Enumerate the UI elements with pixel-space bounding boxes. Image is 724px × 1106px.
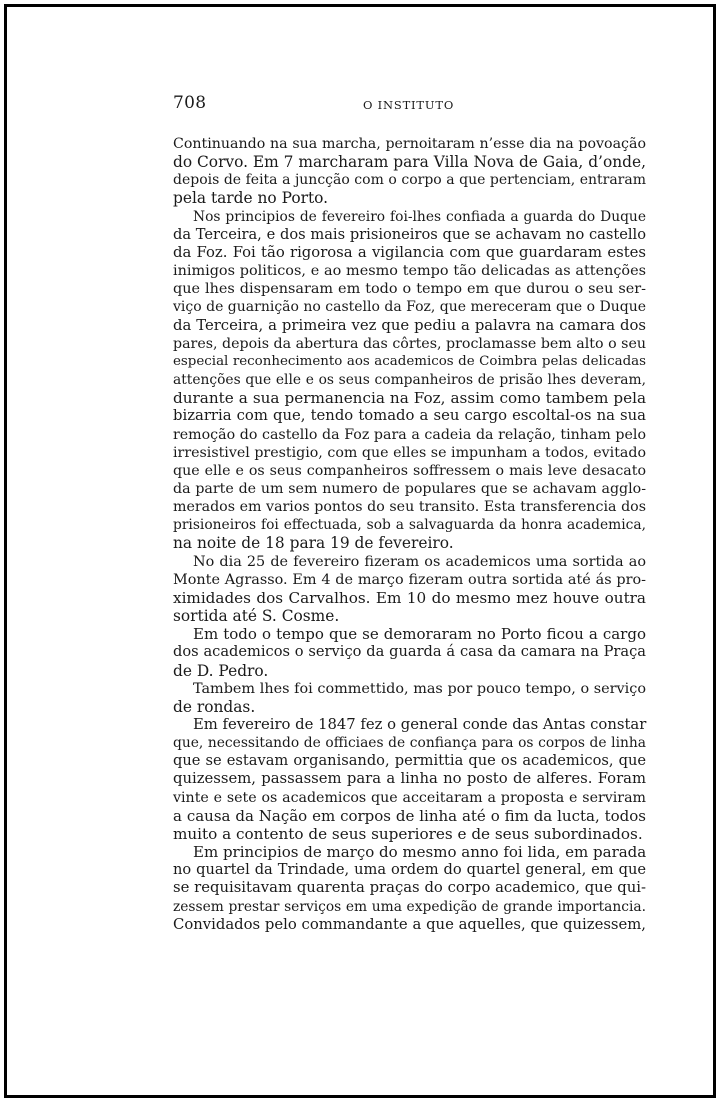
text-line: dos academicos o serviço da guarda á casa da camara na Praça bbox=[173, 643, 646, 661]
text-line: de rondas. bbox=[173, 697, 256, 716]
page-number: 708 bbox=[173, 93, 207, 113]
text-line: pela tarde no Porto. bbox=[173, 189, 329, 208]
text-line: de D. Pedro. bbox=[173, 661, 269, 680]
text-line: Monte Agrasso. Em 4 de março fizeram outra sortida até ás pro- bbox=[173, 571, 646, 588]
page-header bbox=[173, 93, 645, 117]
text-line: zessem prestar serviços em uma expedição de grande importancia. bbox=[173, 898, 646, 915]
text-line: sortida até S. Cosme. bbox=[173, 607, 340, 626]
running-title: O INSTITUTO bbox=[363, 98, 455, 112]
text-line: que elle e os seus companheiros soffressem o mais leve desacato bbox=[173, 462, 646, 479]
text-line: Em todo o tempo que se demoraram no Porto ficou a cargo bbox=[193, 625, 646, 644]
text-line: da parte de um sem numero de populares que se achavam agglo- bbox=[173, 480, 646, 497]
page-frame bbox=[4, 4, 716, 1098]
text-line: que, necessitando de officiaes de confiança para os corpos de linha bbox=[173, 735, 646, 752]
text-line: a causa da Nação em corpos de linha até o fim da lucta, todos bbox=[173, 806, 646, 825]
text-line: No dia 25 de fevereiro fizeram os academicos uma sortida ao bbox=[193, 553, 646, 570]
body-text bbox=[173, 135, 646, 934]
text-line: especial reconhecimento aos academicos de Coimbra pelas delicadas bbox=[173, 353, 646, 369]
text-line: que lhes dispensaram em todo o tempo em que durou o seu ser- bbox=[173, 281, 646, 298]
text-line: Continuando na sua marcha, pernoitaram n’esse dia na povoação bbox=[173, 136, 646, 152]
text-line: prisioneiros foi effectuada, sob a salvaguarda da honra academica, bbox=[173, 517, 646, 534]
text-line: Convidados pelo commandante a que aquelles, que quizessem, bbox=[173, 915, 646, 933]
text-line: depois de feita a juncção com o corpo a que pertenciam, entraram bbox=[173, 172, 646, 189]
text-line: pares, depois da abertura das côrtes, proclamasse bem alto o seu bbox=[173, 335, 646, 352]
text-line: da Terceira, e dos mais prisioneiros que se achavam no castello bbox=[173, 225, 646, 243]
text-line: attenções que elle e os seus companheiros de prisão lhes deveram, bbox=[173, 372, 646, 389]
text-line: da Foz. Foi tão rigorosa a vigilancia com que guardaram estes bbox=[173, 243, 646, 261]
text-line: bizarria com que, tendo tomado a seu cargo escoltal-os na sua bbox=[173, 407, 646, 425]
text-line: da Terceira, a primeira vez que pediu a palavra na camara dos bbox=[173, 316, 646, 334]
text-line: irresistivel prestigio, com que elles se impunham a todos, evitado bbox=[173, 444, 646, 461]
text-line: inimigos politicos, e ao mesmo tempo tão delicadas as attenções bbox=[173, 263, 646, 280]
text-line: do Corvo. Em 7 marcharam para Villa Nova de Gaia, d’onde, bbox=[173, 153, 646, 172]
text-line: viço de guarnição no castello da Foz, que mereceram que o Duque bbox=[173, 299, 647, 316]
text-line: que se estavam organisando, permittia que os academicos, que bbox=[173, 752, 646, 770]
text-line: ximidades dos Carvalhos. Em 10 do mesmo mez houve outra bbox=[173, 588, 646, 607]
text-line: Em principios de março do mesmo anno foi lida, em parada bbox=[193, 843, 647, 862]
text-line: Em fevereiro de 1847 fez o general conde das Antas constar bbox=[193, 716, 647, 733]
text-line: na noite de 18 para 19 de fevereiro. bbox=[173, 534, 454, 553]
text-line: merados em varios pontos do seu transito. Esta transferencia dos bbox=[173, 499, 646, 516]
text-line: muito a contento de seus superiores e de seus subordinados. bbox=[173, 824, 643, 843]
text-line: se requisitavam quarenta praças do corpo academico, que qui- bbox=[173, 879, 646, 897]
text-line: quizessem, passassem para a linha no posto de alferes. Foram bbox=[173, 770, 646, 788]
text-line: Tambem lhes foi commettido, mas por pouco tempo, o serviço bbox=[193, 680, 646, 697]
text-line: no quartel da Trindade, uma ordem do quartel general, em que bbox=[173, 861, 646, 879]
text-line: vinte e sete os academicos que acceitaram a proposta e serviram bbox=[173, 789, 646, 806]
text-line: durante a sua permanencia na Foz, assim como tambem pela bbox=[173, 389, 646, 408]
text-line: Nos principios de fevereiro foi-lhes confiada a guarda do Duque bbox=[193, 208, 646, 225]
text-line: remoção do castello da Foz para a cadeia da relação, tinham pelo bbox=[173, 426, 646, 443]
